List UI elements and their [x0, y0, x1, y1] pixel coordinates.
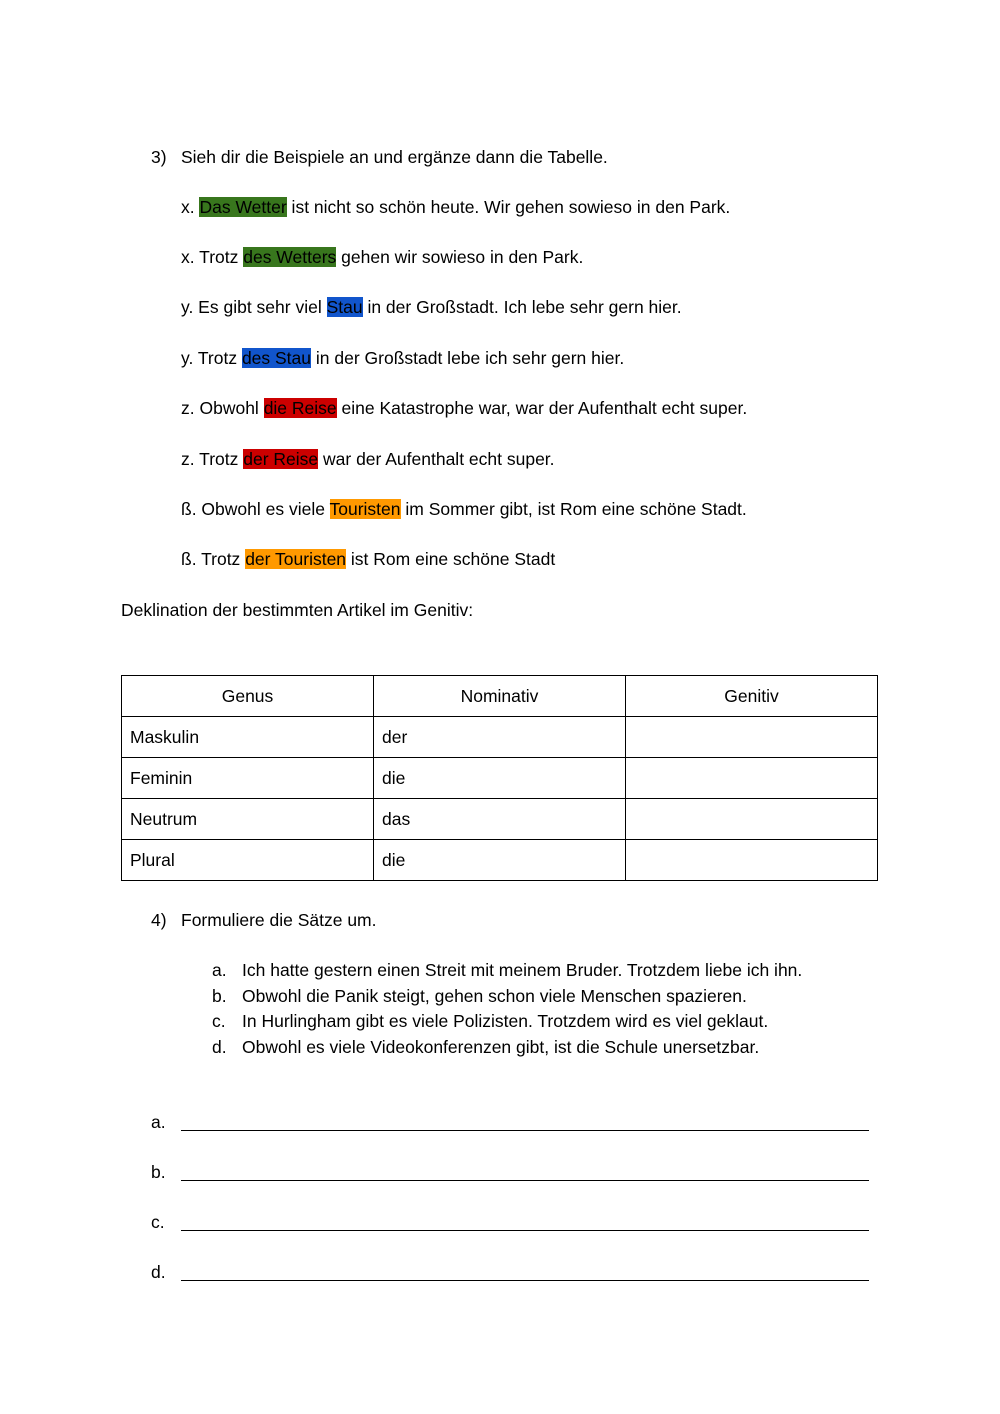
table-row [122, 758, 878, 799]
cell-genitiv-blank[interactable] [626, 758, 878, 799]
list-item-label: c. [212, 1011, 226, 1031]
table-header-row [122, 676, 878, 717]
cell-genus: Neutrum [122, 799, 374, 840]
cell-genitiv-blank[interactable] [626, 840, 878, 881]
answer-label-b: b. [151, 1162, 166, 1182]
list-item: Ich hatte gestern einen Streit mit meinem Bruder. Trotzdem liebe ich ihn. [242, 960, 803, 980]
example-z1: z. Obwohl die Reise eine Katastrophe war, war der Aufenthalt echt super. [181, 398, 748, 418]
table-row [122, 799, 878, 840]
answer-line-c[interactable] [181, 1230, 869, 1231]
task3-instruction: Sieh dir die Beispiele an und ergänze dann die Tabelle. [181, 147, 608, 167]
task4-instruction: Formuliere die Sätze um. [181, 910, 377, 930]
example-y1: y. Es gibt sehr viel Stau in der Großstadt. Ich lebe sehr gern hier. [181, 297, 682, 317]
answer-line-b[interactable] [181, 1180, 869, 1181]
list-item: Obwohl die Panik steigt, gehen schon viele Menschen spazieren. [242, 986, 747, 1006]
cell-genitiv-blank[interactable] [626, 799, 878, 840]
answer-label-a: a. [151, 1112, 166, 1132]
cell-nominativ: die [374, 840, 626, 881]
answer-label-c: c. [151, 1212, 165, 1232]
cell-nominativ: die [374, 758, 626, 799]
list-item: Obwohl es viele Videokonferenzen gibt, ist die Schule unersetzbar. [242, 1037, 760, 1057]
example-z2: z. Trotz der Reise war der Aufenthalt echt super. [181, 449, 555, 469]
column-header-genitiv: Genitiv [626, 676, 878, 717]
highlight-nominative: Stau [326, 297, 363, 317]
table-title: Deklination der bestimmten Artikel im Genitiv: [121, 600, 474, 620]
cell-genitiv-blank[interactable] [626, 717, 878, 758]
cell-genus: Feminin [122, 758, 374, 799]
list-item-label: a. [212, 960, 227, 980]
highlight-nominative: Das Wetter [199, 197, 287, 217]
example-x2: x. Trotz des Wetters gehen wir sowieso in den Park. [181, 247, 584, 267]
cell-nominativ: das [374, 799, 626, 840]
cell-genus: Maskulin [122, 717, 374, 758]
cell-genus: Plural [122, 840, 374, 881]
answer-line-d[interactable] [181, 1280, 869, 1281]
example-sz2: ß. Trotz der Touristen ist Rom eine schöne Stadt [181, 549, 556, 569]
list-item: In Hurlingham gibt es viele Polizisten. Trotzdem wird es viel geklaut. [242, 1011, 769, 1031]
answer-line-a[interactable] [181, 1130, 869, 1131]
highlight-genitive: des Stau [241, 348, 312, 368]
example-x1: x. Das Wetter ist nicht so schön heute. Wir gehen sowieso in den Park. [181, 197, 731, 217]
task3-number: 3) [151, 147, 167, 167]
table-row [122, 840, 878, 881]
example-y2: y. Trotz des Stau in der Großstadt lebe ich sehr gern hier. [181, 348, 625, 368]
example-sz1: ß. Obwohl es viele Touristen im Sommer gibt, ist Rom eine schöne Stadt. [181, 499, 747, 519]
column-header-nominativ: Nominativ [374, 676, 626, 717]
list-item-label: b. [212, 986, 227, 1006]
task4-number: 4) [151, 910, 167, 930]
cell-nominativ: der [374, 717, 626, 758]
column-header-genus: Genus [122, 676, 374, 717]
declension-table [121, 675, 878, 881]
answer-label-d: d. [151, 1262, 166, 1282]
highlight-genitive: des Wetters [243, 247, 337, 267]
highlight-nominative: Touristen [329, 499, 401, 519]
highlight-nominative: die Reise [263, 398, 337, 418]
highlight-genitive: der Reise [243, 449, 319, 469]
table-row [122, 717, 878, 758]
highlight-genitive: der Touristen [245, 549, 347, 569]
list-item-label: d. [212, 1037, 227, 1057]
